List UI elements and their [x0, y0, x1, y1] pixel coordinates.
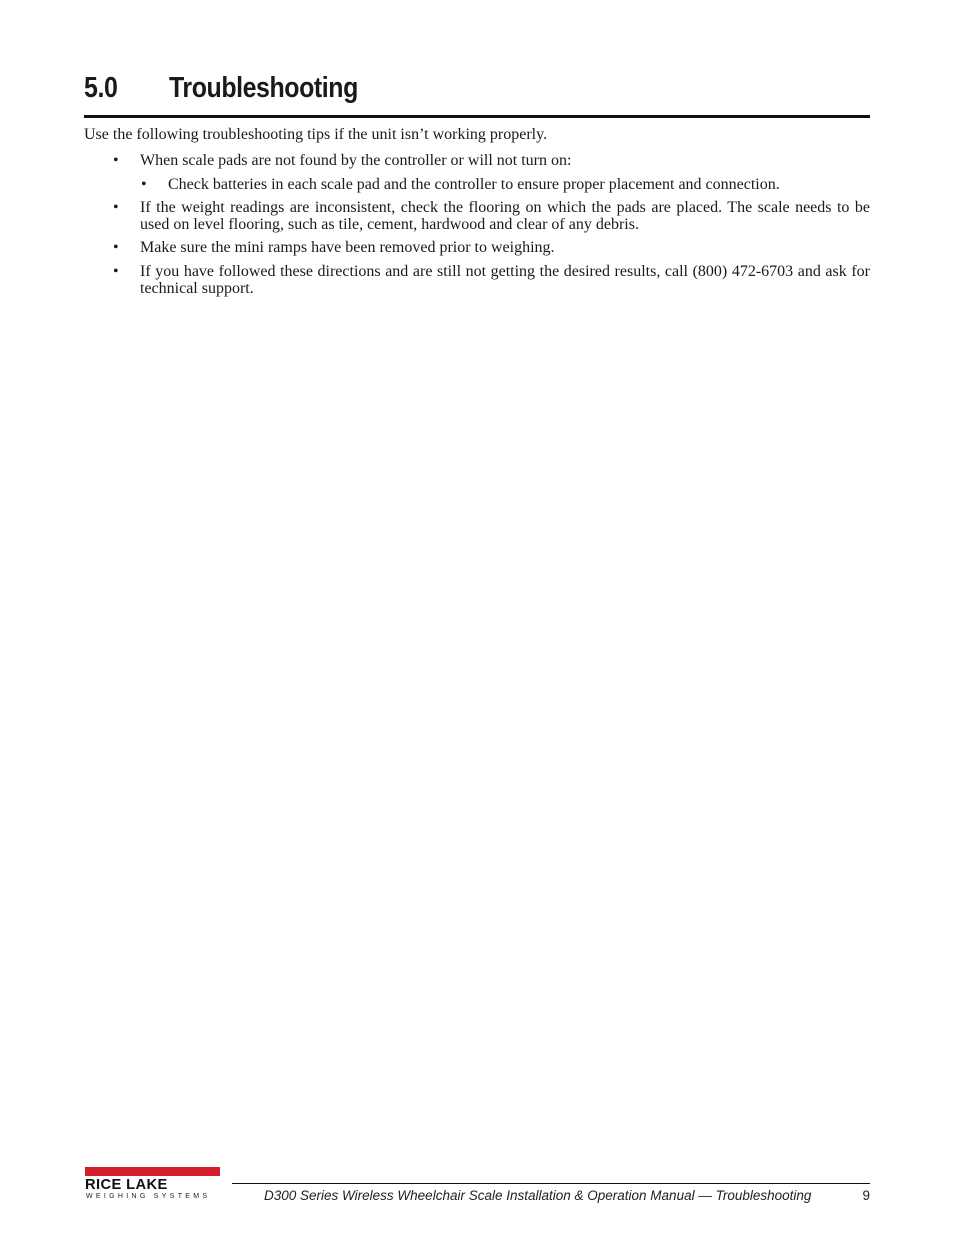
- footer-title: D300 Series Wireless Wheelchair Scale Installation & Operation Manual — Troubleshooting: [264, 1188, 812, 1203]
- bullet-icon: •: [113, 152, 119, 169]
- logo-red-bar: [85, 1167, 220, 1176]
- list-item: [113, 199, 870, 233]
- list-item-text: Make sure the mini ramps have been removed prior to weighing.: [140, 239, 555, 256]
- sub-list-item: [141, 176, 870, 193]
- intro-paragraph: Use the following troubleshooting tips if the unit isn’t working properly.: [84, 126, 548, 143]
- rice-lake-logo: [85, 1167, 221, 1203]
- footer-rule: [232, 1183, 870, 1184]
- list-item-text: If the weight readings are inconsistent, check the flooring on which the pads are placed. The scale needs to be used on level flooring, such as tile, cement, hardwood and clear of any debris.: [140, 199, 870, 233]
- list-item: [113, 239, 870, 256]
- list-item: [113, 263, 870, 297]
- section-heading: [84, 72, 870, 118]
- bullet-icon: •: [113, 263, 119, 280]
- page-number: 9: [862, 1188, 870, 1203]
- bullet-icon: •: [113, 199, 119, 216]
- logo-wordmark: RICE LAKE: [85, 1176, 168, 1193]
- list-item: [113, 152, 870, 169]
- list-item-text: If you have followed these directions and are still not getting the desired results, call (800) 472-6703 and ask for technical support.: [140, 263, 870, 297]
- list-item-text: When scale pads are not found by the controller or will not turn on:: [140, 152, 572, 169]
- bullet-icon: •: [113, 239, 119, 256]
- logo-tagline: WEIGHING SYSTEMS: [86, 1193, 211, 1200]
- list-item-text: Check batteries in each scale pad and the controller to ensure proper placement and connection.: [168, 176, 780, 193]
- section-title: Troubleshooting: [169, 72, 358, 104]
- section-number: 5.0: [84, 72, 118, 104]
- bullet-icon: •: [141, 176, 147, 193]
